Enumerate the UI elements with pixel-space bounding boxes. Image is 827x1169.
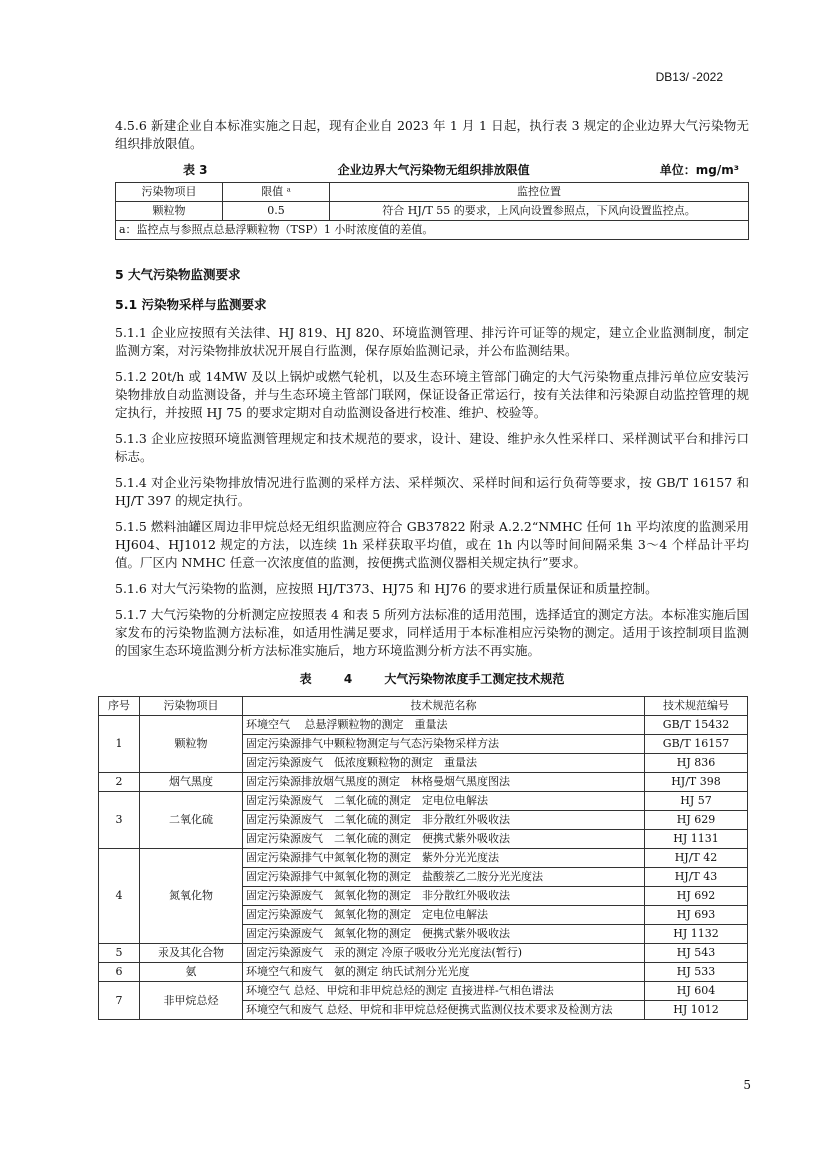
table4-method-name-cell: 固定污染源废气 低浓度颗粒物的测定 重量法	[243, 754, 645, 773]
table4-method-name-cell: 固定污染源废气 汞的测定 冷原子吸收分光光度法(暂行)	[243, 944, 645, 963]
table3-header-cell: 监控位置	[330, 183, 749, 202]
table4-index-cell: 3	[99, 792, 140, 849]
table4-method-code-cell: HJ/T 43	[645, 868, 748, 887]
table4-method-code-cell: HJ 693	[645, 906, 748, 925]
table4-pollutant-cell: 烟气黑度	[140, 773, 243, 792]
table4-method-code-cell: HJ 543	[645, 944, 748, 963]
table-row	[99, 792, 748, 811]
table4-method-name-cell: 固定污染源废气 二氧化硫的测定 便携式紫外吸收法	[243, 830, 645, 849]
table3-note: a：监控点与参照点总悬浮颗粒物（TSP）1 小时浓度值的差值。	[116, 221, 749, 240]
table4-method-name-cell: 固定污染源废气 氮氧化物的测定 非分散红外吸收法	[243, 887, 645, 906]
table4-method-code-cell: HJ 1132	[645, 925, 748, 944]
table4-method-name-cell: 固定污染源排气中氮氧化物的测定 盐酸萘乙二胺分光光度法	[243, 868, 645, 887]
paragraph-5-1-7: 5.1.7 大气污染物的分析测定应按照表 4 和表 5 所列方法标准的适用范围，选择适宜的测定方法。本标准实施后国家发布的污染物监测方法标准，如适用性满足要求，同样适用于本标准相应污染物的测定。适用于该控制项目监测的国家生态环境监测分析方法标准实施后，地方环境监测分析方法不再实施。	[115, 607, 749, 658]
table3-cell: 符合 HJ/T 55 的要求，上风向设置参照点，下风向设置监控点。	[330, 202, 749, 221]
page-number: 5	[743, 1078, 751, 1092]
table3-header-row	[116, 183, 749, 202]
paragraph-5-1-1: 5.1.1 企业应按照有关法律、HJ 819、HJ 820、环境监测管理、排污许可证等的规定，建立企业监测制度，制定监测方案，对污染物排放状况开展自行监测，保存原始监测记录，并公布监测结果。	[115, 325, 749, 358]
table4-index-cell: 1	[99, 716, 140, 773]
document-code: DB13/ -2022	[655, 70, 723, 84]
table4-header-cell: 技术规范名称	[243, 697, 645, 716]
table-row	[99, 773, 748, 792]
table3-cell: 颗粒物	[116, 202, 223, 221]
table4-method-name-cell: 固定污染源排气中颗粒物测定与气态污染物采样方法	[243, 735, 645, 754]
table4-pollutant-cell: 二氧化硫	[140, 792, 243, 849]
section-5-heading: 5 大气污染物监测要求	[115, 267, 241, 282]
table3-label: 表 3	[183, 163, 208, 177]
table4-header-cell: 污染物项目	[140, 697, 243, 716]
table4-index-cell: 5	[99, 944, 140, 963]
table4-method-code-cell: HJ 57	[645, 792, 748, 811]
table4-method-name-cell: 固定污染源废气 氮氧化物的测定 定电位电解法	[243, 906, 645, 925]
table3	[115, 182, 749, 240]
table3-cell: 0.5	[223, 202, 330, 221]
table4-method-name-cell: 环境空气 总烃、甲烷和非甲烷总烃的测定 直接进样-气相色谱法	[243, 982, 645, 1001]
section-5-1-heading: 5.1 污染物采样与监测要求	[115, 297, 267, 312]
table4-method-name-cell: 固定污染源废气 氮氧化物的测定 便携式紫外吸收法	[243, 925, 645, 944]
table4-pollutant-cell: 汞及其化合物	[140, 944, 243, 963]
table4-index-cell: 7	[99, 982, 140, 1020]
paragraph-5-1-6: 5.1.6 对大气污染物的监测，应按照 HJ/T373、HJ75 和 HJ76 的要求进行质量保证和质量控制。	[115, 581, 658, 596]
table3-header-cell: 限值 ᵃ	[223, 183, 330, 202]
table4-method-code-cell: HJ 1012	[645, 1001, 748, 1020]
table4-method-code-cell: HJ/T 42	[645, 849, 748, 868]
table4-pollutant-cell: 氨	[140, 963, 243, 982]
page-content	[108, 117, 749, 1020]
table4-header-cell: 技术规范编号	[645, 697, 748, 716]
intro-paragraph: 4.5.6 新建企业自本标准实施之日起，现有企业自 2023 年 1 月 1 日起，执行表 3 规定的企业边界大气污染物无组织排放限值。	[115, 118, 749, 151]
table-row	[99, 716, 748, 735]
table4-method-code-cell: HJ 692	[645, 887, 748, 906]
table4-method-code-cell: GB/T 16157	[645, 735, 748, 754]
paragraph-5-1-2: 5.1.2 20t/h 或 14MW 及以上锅炉或燃气轮机，以及生态环境主管部门确定的大气污染物重点排污单位应安装污染物排放自动监测设备，并与生态环境主管部门联网，保证设备正常运行，按有关法律和污染源自动监控管理的规定执行，并按照 HJ 75 的要求定期对自动监测设备进行校准、维护、校验等。	[115, 369, 749, 420]
table-row	[99, 944, 748, 963]
table4-header-cell: 序号	[99, 697, 140, 716]
table4-pollutant-cell: 非甲烷总烃	[140, 982, 243, 1020]
table4-method-name-cell: 固定污染源排气中氮氧化物的测定 紫外分光光度法	[243, 849, 645, 868]
table4-method-code-cell: HJ 629	[645, 811, 748, 830]
table4-method-code-cell: HJ/T 398	[645, 773, 748, 792]
table-row	[99, 849, 748, 868]
table4-method-name-cell: 环境空气和废气 氨的测定 纳氏试剂分光光度	[243, 963, 645, 982]
table4-method-code-cell: HJ 533	[645, 963, 748, 982]
table4-index-cell: 6	[99, 963, 140, 982]
table4-header-row	[99, 697, 748, 716]
table4	[98, 696, 748, 1020]
table-row	[99, 963, 748, 982]
table4-method-name-cell: 固定污染源排放烟气黑度的测定 林格曼烟气黑度图法	[243, 773, 645, 792]
table3-header-cell: 污染物项目	[116, 183, 223, 202]
paragraph-5-1-4: 5.1.4 对企业污染物排放情况进行监测的采样方法、采样频次、采样时间和运行负荷等要求，按 GB/T 16157 和 HJ/T 397 的规定执行。	[115, 475, 749, 508]
table4-method-code-cell: HJ 604	[645, 982, 748, 1001]
table4-pollutant-cell: 颗粒物	[140, 716, 243, 773]
table4-method-code-cell: HJ 1131	[645, 830, 748, 849]
table3-unit: 单位：mg/m³	[659, 163, 739, 177]
table-row	[116, 202, 749, 221]
table3-caption	[115, 161, 749, 179]
table3-note-row	[116, 221, 749, 240]
table4-method-name-cell: 环境空气和废气 总烃、甲烷和非甲烷总烃便携式监测仪技术要求及检测方法	[243, 1001, 645, 1020]
table4-index-cell: 2	[99, 773, 140, 792]
paragraph-5-1-3: 5.1.3 企业应按照环境监测管理规定和技术规范的要求，设计、建设、维护永久性采样口、采样测试平台和排污口标志。	[115, 431, 749, 464]
table4-method-name-cell: 环境空气 总悬浮颗粒物的测定 重量法	[243, 716, 645, 735]
table4-index-cell: 4	[99, 849, 140, 944]
table4-method-code-cell: HJ 836	[645, 754, 748, 773]
table4-method-code-cell: GB/T 15432	[645, 716, 748, 735]
table4-method-name-cell: 固定污染源废气 二氧化硫的测定 非分散红外吸收法	[243, 811, 645, 830]
table-row	[99, 982, 748, 1001]
table4-pollutant-cell: 氮氧化物	[140, 849, 243, 944]
table3-title: 企业边界大气污染物无组织排放限值	[337, 163, 530, 177]
paragraph-5-1-5: 5.1.5 燃料油罐区周边非甲烷总烃无组织监测应符合 GB37822 附录 A.2.2“NMHC 任何 1h 平均浓度的监测采用 HJ604、HJ1012 规定的方法，以连续 1h 采样获取平均值，或在 1h 内以等时间间隔采集 3～4 个样品计平均值。厂区内 NMHC 任意一次浓度值的监测，按便携式监测仪器相关规定执行”要求。	[115, 519, 749, 570]
table4-caption: 表 4 大气污染物浓度手工测定技术规范	[299, 672, 565, 686]
table4-method-name-cell: 固定污染源废气 二氧化硫的测定 定电位电解法	[243, 792, 645, 811]
